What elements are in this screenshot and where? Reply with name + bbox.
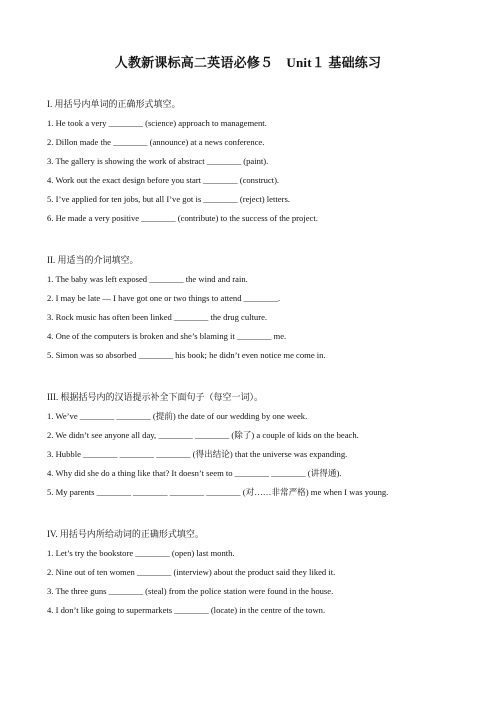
exercise-item: 5. Simon was so absorbed ________ his book; he didn’t even notice me come in. — [47, 350, 326, 360]
exercise-item: 4. I don’t like going to supermarkets ________ (locate) in the centre of the town. — [47, 605, 326, 615]
exercise-item: 5. I’ve applied for ten jobs, but all I’ve got is ________ (reject) letters. — [47, 194, 290, 204]
exercise-item: 5. My parents ________ ________ ________ ________ (对……非常严格) me when I was young. — [47, 487, 389, 497]
exercise-item: 1. We’ve ________ ________ (提前) the date of our wedding by one week. — [47, 411, 308, 421]
exercise-item: 4. Work out the exact design before you start ________ (construct). — [47, 175, 280, 185]
exercise-item: 1. He took a very ________ (science) approach to management. — [47, 118, 267, 128]
exercise-item: 4. One of the computers is broken and she’s blaming it ________ me. — [47, 331, 287, 341]
section-2 — [47, 253, 467, 368]
exercise-item: 1. Let’s try the bookstore ________ (open) last month. — [47, 548, 235, 558]
exercise-item: 4. Why did she do a thing like that? It doesn’t seem to ________ ________ (讲得通). — [47, 468, 342, 478]
exercise-item: 3. The three guns ________ (steal) from the police station were found in the house. — [47, 586, 334, 596]
exercise-item: 3. Rock music has often been linked ________ the drug culture. — [47, 312, 268, 322]
section-heading: I. 用括号内单词的正确形式填空。 — [47, 99, 181, 109]
exercise-item: 1. The baby was left exposed ________ the wind and rain. — [47, 274, 248, 284]
section-heading: III. 根据括号内的汉语提示补全下面句子（每空一词）。 — [47, 392, 263, 402]
section-4 — [47, 527, 467, 623]
section-1 — [47, 97, 467, 231]
exercise-item: 2. Nine out of ten women ________ (interview) about the product said they liked it. — [47, 567, 336, 577]
exercise-item: 6. He made a very positive ________ (contribute) to the success of the project. — [47, 213, 318, 223]
section-3 — [47, 390, 467, 505]
exercise-item: 2. I may be late — I have got one or two things to attend ________. — [47, 293, 281, 303]
page-title: 人教新课标高二英语必修５ Unit１ 基础练习 — [114, 55, 382, 70]
exercise-item: 3. Hubble ________ ________ ________ (得出结论) that the universe was expanding. — [47, 449, 348, 459]
section-heading: II. 用适当的介词填空。 — [47, 255, 139, 265]
section-heading: IV. 用括号内所给动词的正确形式填空。 — [47, 529, 204, 539]
exercise-item: 2. We didn’t see anyone all day, ________ ________ (除了) a couple of kids on the beach. — [47, 430, 359, 440]
exercise-item: 3. The gallery is showing the work of abstract ________ (paint). — [47, 156, 269, 166]
exercise-item: 2. Dillon made the ________ (announce) at a news conference. — [47, 137, 265, 147]
